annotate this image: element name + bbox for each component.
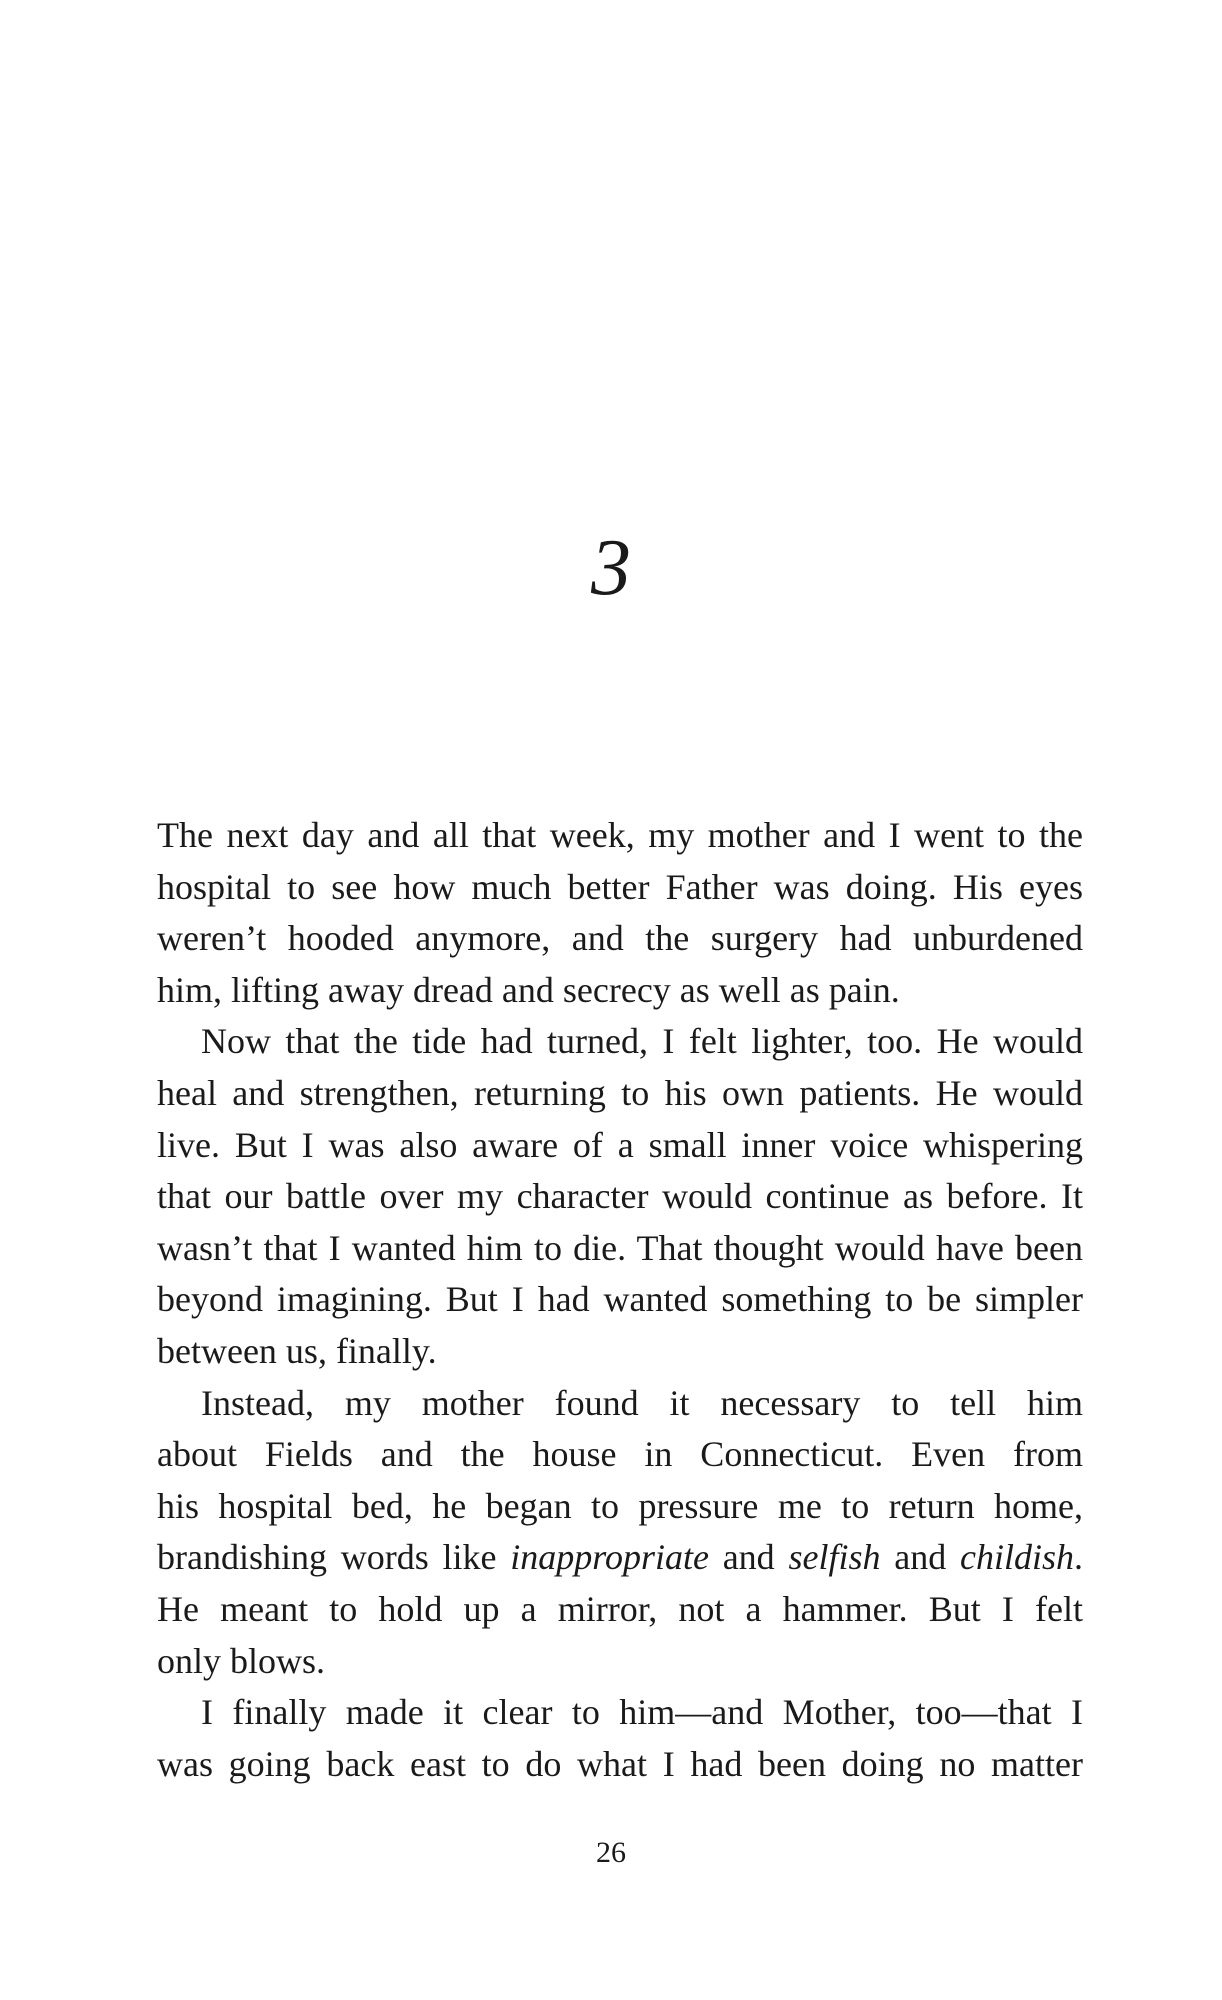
text-line: weren’t hooded anymore, and the surgery had unburdened (157, 918, 1083, 959)
text-line: about Fields and the house in Connecticut. Even from (157, 1434, 1083, 1475)
body-text (157, 810, 1083, 1790)
text-line: heal and strengthen, returning to his own patients. He would (157, 1072, 1083, 1113)
italic-word: childish (959, 1537, 1074, 1578)
text-segment: and (708, 1537, 789, 1578)
chapter-number: 3 (591, 524, 631, 612)
text-line: Instead, my mother found it necessary to tell him (201, 1382, 1083, 1423)
text-line: beyond imagining. But I had wanted something to be simpler (157, 1279, 1083, 1320)
italic-word: inappropriate (510, 1537, 709, 1578)
text-line: between us, finally. (157, 1330, 437, 1371)
text-line: He meant to hold up a mirror, not a hammer. But I felt (157, 1588, 1083, 1629)
text-line: him, lifting away dread and secrecy as well as pain. (157, 969, 900, 1010)
italic-word: selfish (788, 1537, 881, 1578)
text-line: that our battle over my character would continue as before. It (157, 1176, 1083, 1217)
text-line: I finally made it clear to him—and Mother, too—that I (201, 1692, 1083, 1733)
text-line: wasn’t that I wanted him to die. That thought would have been (157, 1227, 1083, 1268)
text-line: hospital to see how much better Father was doing. His eyes (157, 866, 1083, 907)
text-line: only blows. (157, 1640, 326, 1681)
text-segment: and (880, 1537, 960, 1578)
text-line-emphasis (157, 1532, 1083, 1584)
text-line: Now that the tide had turned, I felt lighter, too. He would (201, 1021, 1083, 1062)
text-line: live. But I was also aware of a small inner voice whispering (157, 1124, 1083, 1165)
text-line: The next day and all that week, my mother and I went to the (157, 815, 1083, 855)
page-number: 26 (596, 1836, 626, 1869)
text-line: his hospital bed, he began to pressure me to return home, (157, 1485, 1083, 1526)
text-segment: . (1073, 1537, 1083, 1578)
text-line: was going back east to do what I had been doing no matter (157, 1743, 1083, 1784)
text-segment: brandishing words like (157, 1537, 511, 1578)
